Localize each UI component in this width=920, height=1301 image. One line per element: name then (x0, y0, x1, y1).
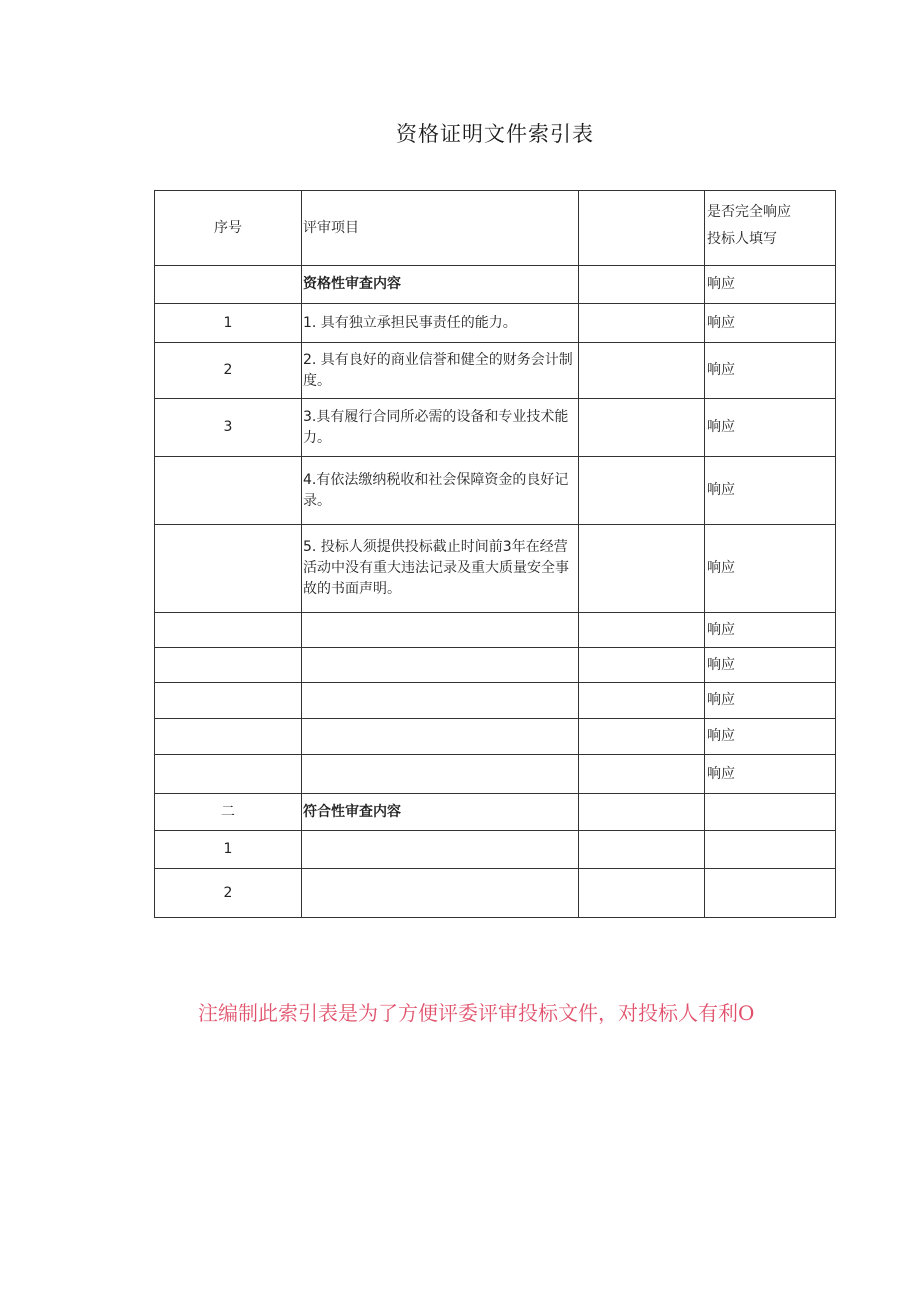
section-title: 符合性审查内容 (302, 794, 579, 831)
row-item: 2. 具有良好的商业信誉和健全的财务会计制度。 (302, 343, 579, 399)
table-row (155, 755, 836, 794)
table-row (155, 343, 836, 399)
response-cell: 响应 (705, 719, 836, 755)
row-seq (155, 755, 302, 794)
row-seq: 2 (155, 869, 302, 918)
response-cell (705, 794, 836, 831)
row-item (302, 831, 579, 869)
row-seq (155, 613, 302, 648)
row-item: 5. 投标人须提供投标截止时间前3年在经营活动中没有重大违法记录及重大质量安全事故的书面声明。 (302, 525, 579, 613)
table-row (155, 831, 836, 869)
row-item: 4.有依法缴纳税收和社会保障资金的良好记录。 (302, 457, 579, 525)
empty-cell (579, 719, 705, 755)
table-row (155, 457, 836, 525)
response-cell: 响应 (705, 613, 836, 648)
empty-cell (579, 683, 705, 719)
row-seq (155, 525, 302, 613)
row-item (302, 755, 579, 794)
response-cell: 响应 (705, 457, 836, 525)
table-row (155, 683, 836, 719)
section-row (155, 266, 836, 304)
response-cell: 响应 (705, 266, 836, 304)
header-blank (579, 191, 705, 266)
row-seq (155, 719, 302, 755)
empty-cell (579, 755, 705, 794)
row-seq (155, 457, 302, 525)
empty-cell (579, 266, 705, 304)
response-cell: 响应 (705, 304, 836, 343)
table-row (155, 648, 836, 683)
section-seq (155, 266, 302, 304)
row-item (302, 648, 579, 683)
index-table (154, 190, 836, 918)
table-row (155, 719, 836, 755)
table-row (155, 613, 836, 648)
empty-cell (579, 525, 705, 613)
empty-cell (579, 304, 705, 343)
row-seq (155, 648, 302, 683)
row-item: 3.具有履行合同所必需的设备和专业技术能力。 (302, 399, 579, 457)
table-row (155, 869, 836, 918)
empty-cell (579, 648, 705, 683)
row-seq: 1 (155, 831, 302, 869)
row-item (302, 719, 579, 755)
empty-cell (579, 794, 705, 831)
response-cell (705, 869, 836, 918)
table-header-row (155, 191, 836, 266)
section-row (155, 794, 836, 831)
section-title: 资格性审查内容 (302, 266, 579, 304)
row-item (302, 613, 579, 648)
header-item: 评审项目 (302, 191, 579, 266)
header-response-line2: 投标人填写 (707, 231, 777, 247)
header-seq: 序号 (155, 191, 302, 266)
page-title: 资格证明文件索引表 (396, 122, 594, 146)
table-row (155, 525, 836, 613)
row-item (302, 683, 579, 719)
row-seq (155, 683, 302, 719)
empty-cell (579, 457, 705, 525)
response-cell (705, 831, 836, 869)
empty-cell (579, 831, 705, 869)
footnote: 注编制此索引表是为了方便评委评审投标文件，对投标人有利O (198, 1001, 755, 1025)
row-item (302, 869, 579, 918)
table-row (155, 304, 836, 343)
empty-cell (579, 399, 705, 457)
response-cell: 响应 (705, 343, 836, 399)
empty-cell (579, 613, 705, 648)
row-seq: 1 (155, 304, 302, 343)
header-response-line1: 是否完全响应 (707, 204, 791, 220)
row-seq: 3 (155, 399, 302, 457)
empty-cell (579, 869, 705, 918)
response-cell: 响应 (705, 648, 836, 683)
row-item: 1. 具有独立承担民事责任的能力。 (302, 304, 579, 343)
row-seq: 2 (155, 343, 302, 399)
empty-cell (579, 343, 705, 399)
response-cell: 响应 (705, 683, 836, 719)
table-row (155, 399, 836, 457)
response-cell: 响应 (705, 755, 836, 794)
response-cell: 响应 (705, 525, 836, 613)
section-seq: 二 (155, 794, 302, 831)
header-response (705, 191, 836, 266)
response-cell: 响应 (705, 399, 836, 457)
